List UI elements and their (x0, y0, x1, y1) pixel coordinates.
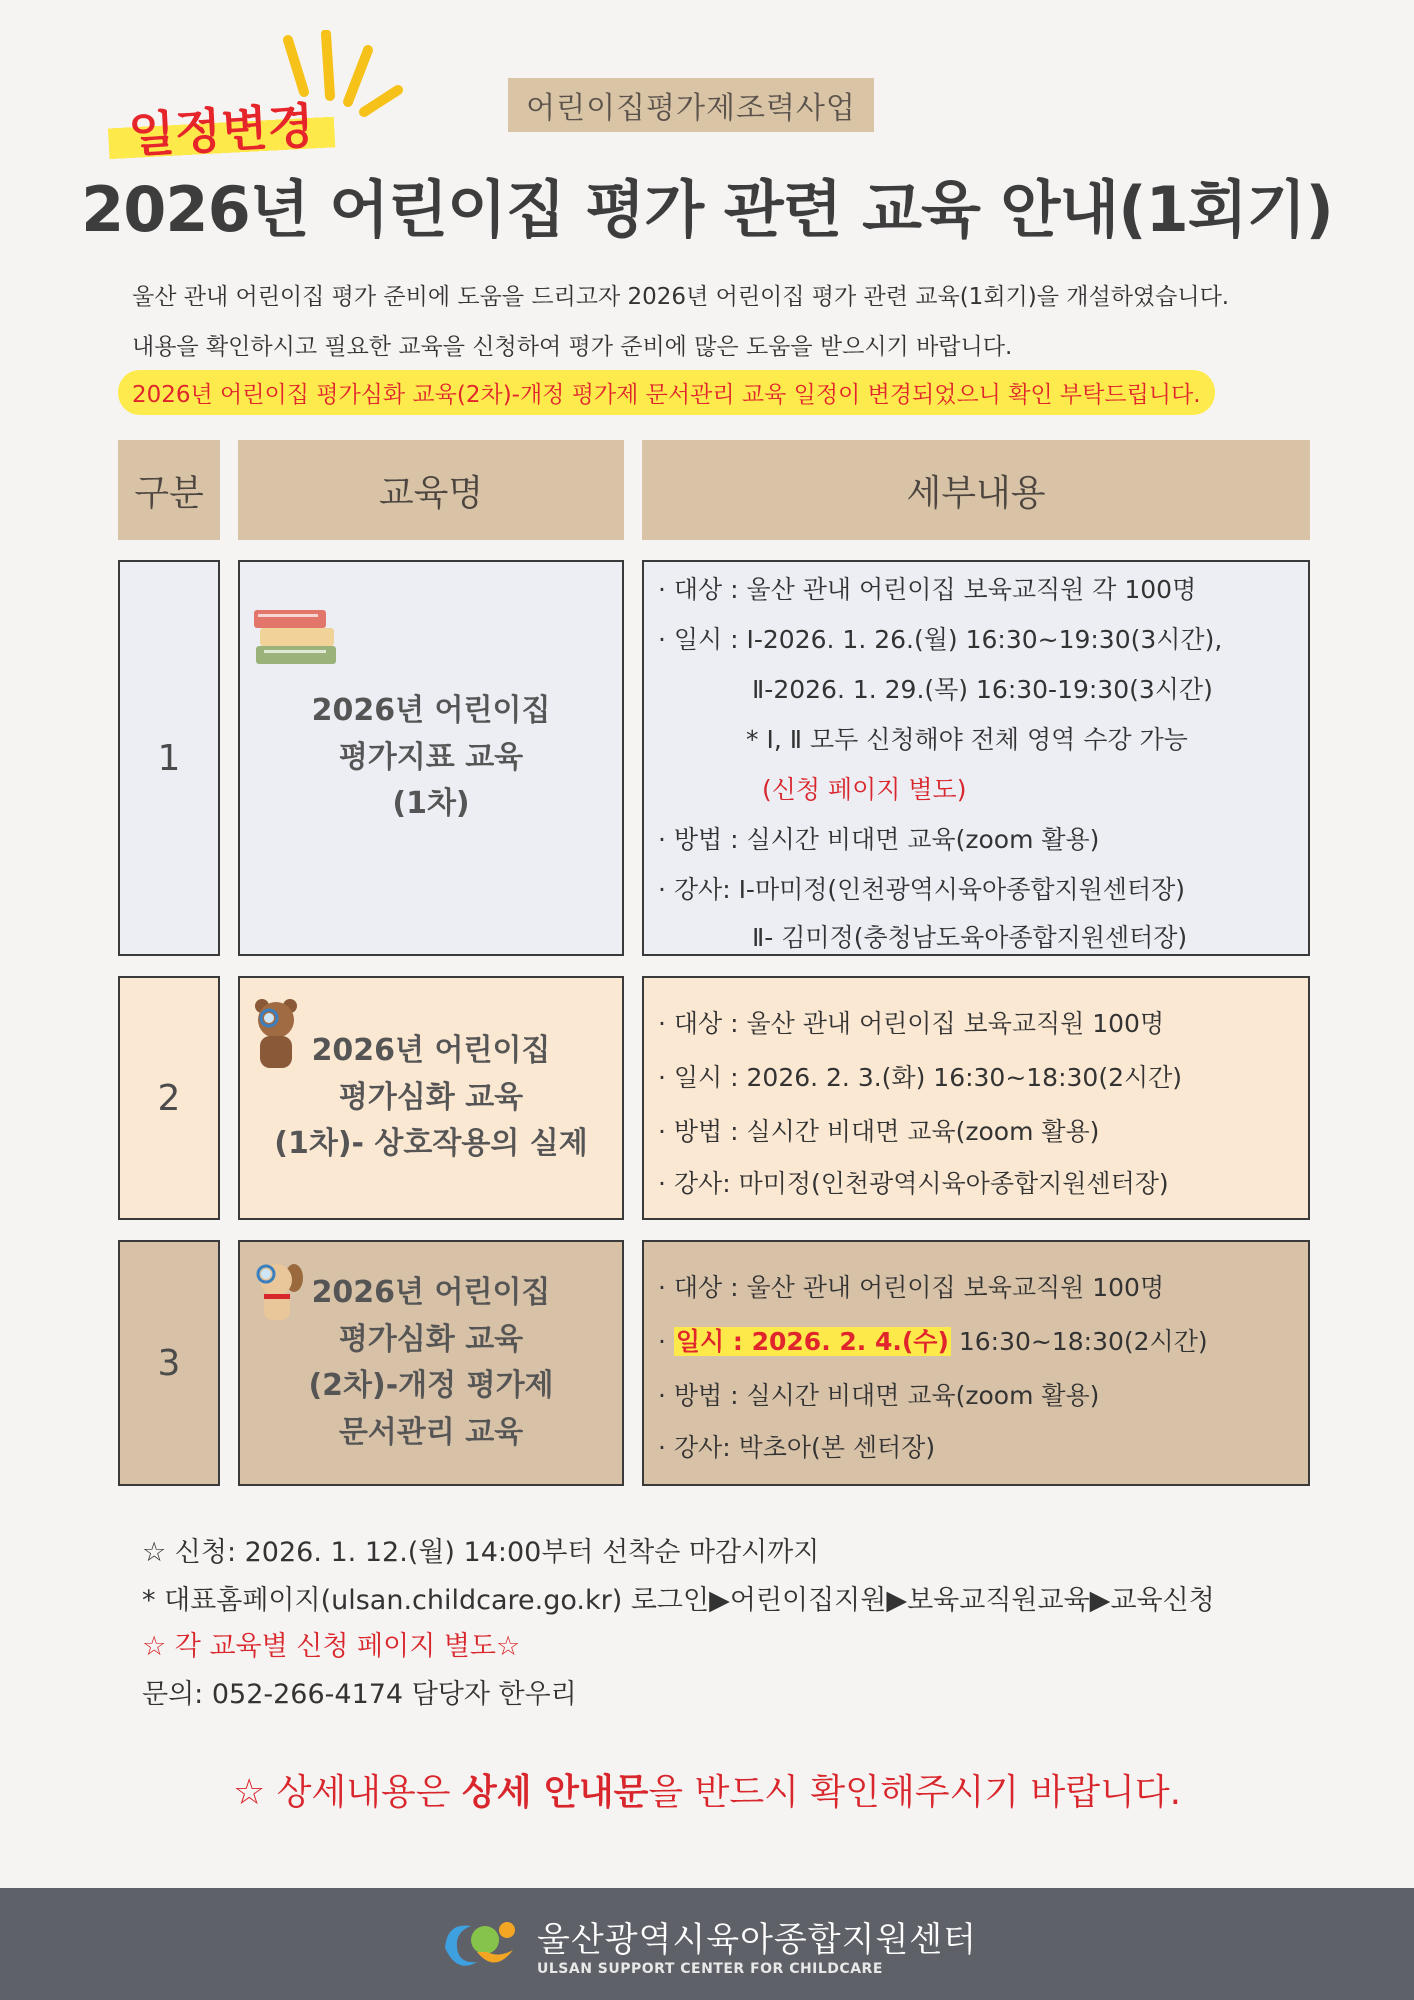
row1-course-title (312, 688, 551, 828)
row2-number (118, 976, 220, 1220)
row1-course-line3: (1차) (392, 786, 470, 822)
row1-course-line1: 2026년 어린이집 (311, 693, 551, 729)
row3-instructor: · 강사: 박초아(본 센터장) (658, 1433, 936, 1462)
row2-course-line2: 평가심화 교육 (338, 1079, 524, 1115)
page-title: 2026년 어린이집 평가 관련 교육 안내(1회기) (81, 173, 1333, 246)
books-icon (250, 598, 346, 674)
header-details: 세부내용 (642, 440, 1310, 540)
row3-course (238, 1240, 624, 1486)
row1-apply-note: (신청 페이지 별도) (762, 775, 967, 804)
footer-bar (0, 1888, 1414, 2000)
row3-course-line4: 문서관리 교육 (338, 1414, 524, 1450)
row3-date-line (658, 1322, 1208, 1358)
detail-notice-prefix: ☆ 상세내용은 (232, 1772, 462, 1813)
row3-time: 16:30~18:30(2시간) (958, 1327, 1208, 1356)
row3-method: · 방법 : 실시간 비대면 교육(zoom 활용) (658, 1381, 1100, 1410)
header-course-name: 교육명 (238, 440, 624, 540)
row1-note: * Ⅰ, Ⅱ 모두 신청해야 전체 영역 수강 가능 (746, 725, 1188, 754)
row3-date-bullet: · (658, 1327, 674, 1356)
row3-course-line2: 평가심화 교육 (338, 1321, 524, 1357)
row1-course-line2: 평가지표 교육 (338, 739, 524, 775)
contact-info: 문의: 052-266-4174 담당자 한우리 (142, 1679, 577, 1710)
row2-course (238, 976, 624, 1220)
project-badge: 어린이집평가제조력사업 (508, 78, 874, 132)
row3-course-line1: 2026년 어린이집 (311, 1275, 551, 1310)
row3-details (642, 1240, 1310, 1486)
org-branding (537, 1912, 977, 1977)
row3-number (118, 1240, 220, 1486)
center-logo-icon (437, 1912, 521, 1976)
row3-target: · 대상 : 울산 관내 어린이집 보육교직원 100명 (658, 1273, 1165, 1302)
schedule-change-tag: 일정변경 (106, 86, 335, 166)
apply-path: * 대표홈페이지(ulsan.childcare.go.kr) 로그인▶어린이집지원▶보육교직원교육▶교육신청 (142, 1585, 1215, 1616)
row1-target: · 대상 : 울산 관내 어린이집 보육교직원 각 100명 (658, 575, 1197, 604)
intro-line-1: 울산 관내 어린이집 평가 준비에 도움을 드리고자 2026년 어린이집 평가 관련 교육(1회기)을 개설하였습니다. (132, 284, 1230, 310)
row2-course-line1: 2026년 어린이집 (311, 1033, 551, 1069)
row1-details (642, 560, 1310, 956)
org-name: 울산광역시육아종합지원센터 (537, 1919, 977, 1960)
apply-page-note: ☆ 각 교육별 신청 페이지 별도☆ (142, 1631, 521, 1662)
detail-notice-suffix: 을 반드시 확인해주시기 바랍니다. (648, 1772, 1182, 1813)
row1-instructor-2: Ⅱ- 김미정(충청남도육아종합지원센터장) (752, 923, 1188, 952)
row1-date-1: · 일시 : Ⅰ-2026. 1. 26.(월) 16:30~19:30(3시간), (658, 625, 1223, 654)
change-notice: 2026년 어린이집 평가심화 교육(2차)-개정 평가제 문서관리 교육 일정이 변경되었으니 확인 부탁드립니다. (118, 370, 1215, 415)
puppy-icon (248, 1256, 308, 1322)
row1-number-text: 1 (157, 737, 181, 779)
row1-number (118, 560, 220, 956)
row3-date-changed: 일시 : 2026. 2. 4.(수) (675, 1327, 949, 1356)
intro-line-2: 내용을 확인하시고 필요한 교육을 신청하여 평가 준비에 많은 도움을 받으시기 바랍니다. (132, 334, 1013, 360)
row1-instructor-1: · 강사: Ⅰ-마미정(인천광역시육아종합지원센터장) (658, 875, 1186, 904)
row2-number-text: 2 (157, 1077, 181, 1119)
row2-date: · 일시 : 2026. 2. 3.(화) 16:30~18:30(2시간) (658, 1063, 1183, 1092)
apply-period: ☆ 신청: 2026. 1. 12.(월) 14:00부터 선착순 마감시까지 (142, 1537, 820, 1568)
row1-date-2: Ⅱ-2026. 1. 29.(목) 16:30-19:30(3시간) (752, 675, 1213, 704)
row3-course-line3: (2차)-개정 평가제 (308, 1368, 554, 1403)
row3-number-text: 3 (157, 1342, 181, 1384)
detail-notice (0, 1764, 1414, 1815)
row3-course-title (308, 1270, 553, 1456)
row2-course-line3: (1차)- 상호작용의 실제 (274, 1126, 588, 1162)
detail-notice-bold: 상세 안내문 (461, 1772, 649, 1813)
org-name-english: ULSAN SUPPORT CENTER FOR CHILDCARE (537, 1960, 883, 1977)
row2-course-title (274, 1028, 587, 1168)
row2-details (642, 976, 1310, 1220)
row2-instructor: · 강사: 마미정(인천광역시육아종합지원센터장) (658, 1169, 1169, 1198)
row1-course (238, 560, 624, 956)
row2-method: · 방법 : 실시간 비대면 교육(zoom 활용) (658, 1117, 1100, 1146)
bear-icon (250, 996, 302, 1072)
row1-method: · 방법 : 실시간 비대면 교육(zoom 활용) (658, 825, 1100, 854)
header-category: 구분 (118, 440, 220, 540)
row2-target: · 대상 : 울산 관내 어린이집 보육교직원 100명 (658, 1009, 1165, 1038)
